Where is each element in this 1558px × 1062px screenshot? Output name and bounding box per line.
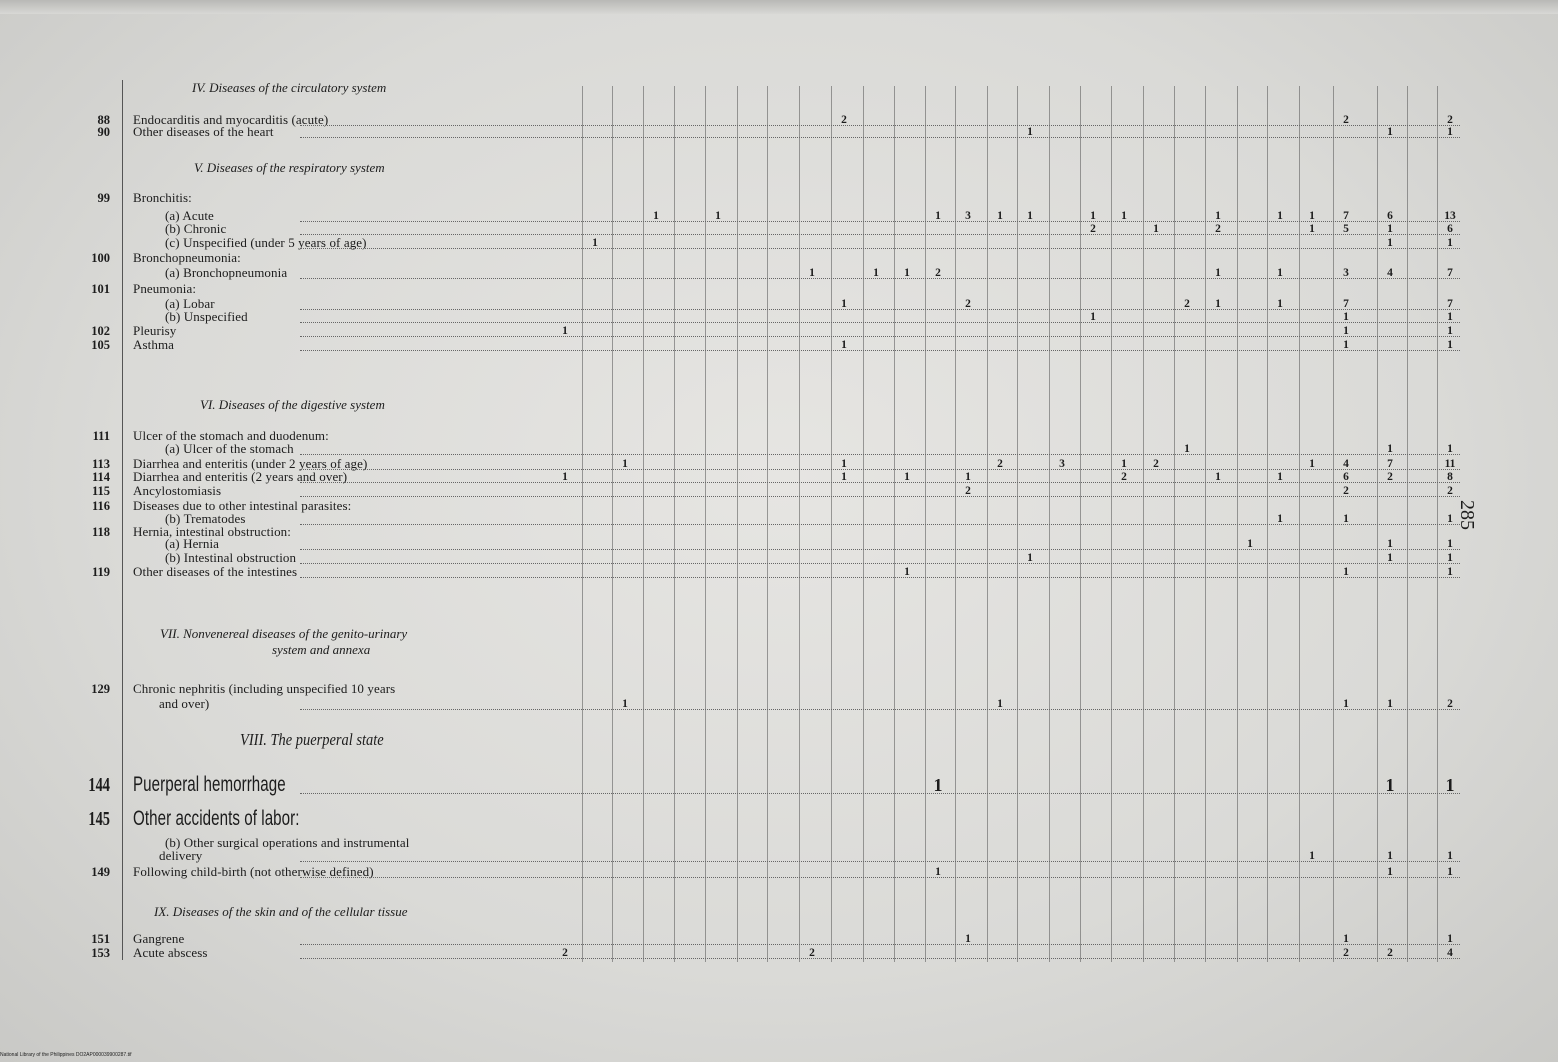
count-cell: 1 (1277, 513, 1283, 525)
leader-dots (300, 708, 1460, 710)
leader-dots (300, 943, 1460, 945)
row-label: (b) Unspecified (165, 309, 248, 324)
count-cell: 1 (622, 458, 628, 470)
leader-dots (300, 576, 1460, 578)
count-cell: 1 (1343, 513, 1349, 525)
leader-dots (300, 876, 1460, 878)
row-number: 129 (91, 682, 110, 696)
row-label: (b) Intestinal obstruction (165, 550, 297, 565)
row-label: (a) Acute (165, 208, 214, 223)
row-label: Diarrhea and enteritis (under 2 years of age) (133, 456, 368, 471)
count-cell: 1 (1184, 443, 1190, 455)
count-cell: 1 (935, 866, 941, 878)
count-cell: 1 (1343, 311, 1349, 323)
row-label: Ancylostomiasis (133, 483, 222, 498)
count-cell: 1 (873, 267, 879, 279)
count-cell: 1 (1387, 126, 1393, 138)
count-cell: 2 (1447, 485, 1453, 497)
count-cell: 3 (1059, 458, 1065, 470)
leader-dots (300, 321, 1460, 323)
count-cell: 1 (904, 471, 910, 483)
row-number: 102 (91, 324, 110, 338)
count-cell: 1 (1447, 443, 1453, 455)
count-cell: 1 (1447, 850, 1453, 862)
row-label: Other diseases of the intestines (133, 564, 298, 579)
count-cell: 1 (841, 471, 847, 483)
row-number: 90 (97, 125, 110, 139)
count-cell: 2 (1343, 114, 1349, 126)
leader-dots (300, 495, 1460, 497)
leader-dots (300, 957, 1460, 959)
row-number: 113 (91, 457, 110, 471)
count-cell: 2 (1387, 471, 1393, 483)
count-cell: 1 (562, 471, 568, 483)
count-cell: 1 (1387, 443, 1393, 455)
count-cell: 1 (1387, 850, 1393, 862)
count-cell: 1 (1387, 698, 1393, 710)
count-cell: 7 (1343, 298, 1349, 310)
count-cell: 2 (1153, 458, 1159, 470)
count-cell: 1 (904, 267, 910, 279)
leader-dots (300, 548, 1460, 550)
count-cell: 1 (1247, 538, 1253, 550)
count-cell: 2 (809, 947, 815, 959)
leader-dots (300, 247, 1460, 249)
leader-dots (300, 233, 1460, 235)
heading-skin: IX. Diseases of the skin and of the cellular tissue (154, 904, 408, 919)
count-cell: 2 (1215, 223, 1221, 235)
heading-circulatory: IV. Diseases of the circulatory system (192, 80, 387, 95)
count-cell: 2 (1121, 471, 1127, 483)
count-cell: 1 (1447, 552, 1453, 564)
count-cell: 1 (1215, 471, 1221, 483)
row-label: Bronchitis: (133, 190, 192, 205)
page-number: 285 (1456, 500, 1478, 530)
leader-dots (300, 453, 1460, 455)
count-cell: 1 (1387, 223, 1393, 235)
count-cell: 1 (1447, 513, 1453, 525)
row-label: Other diseases of the heart (133, 124, 274, 139)
count-cell: 3 (1343, 267, 1349, 279)
count-cell: 1 (1027, 126, 1033, 138)
count-cell: 2 (1343, 947, 1349, 959)
heading-respiratory: V. Diseases of the respiratory system (194, 160, 385, 175)
heading-digestive: VI. Diseases of the digestive system (200, 397, 385, 412)
count-cell: 1 (1153, 223, 1159, 235)
count-cell: 1 (622, 698, 628, 710)
count-cell: 2 (1447, 698, 1453, 710)
count-cell: 1 (1387, 866, 1393, 878)
leader-dots (300, 860, 1460, 862)
row-number: 145 (88, 808, 110, 830)
count-cell: 1 (1309, 223, 1315, 235)
count-cell: 1 (1387, 237, 1393, 249)
row-number: 111 (92, 429, 110, 443)
row-label: Acute abscess (133, 945, 208, 960)
label-column-rule (122, 80, 123, 960)
count-cell: 1 (1447, 566, 1453, 578)
count-cell: 1 (997, 210, 1003, 222)
count-cell: 1 (1445, 775, 1455, 795)
count-cell: 2 (997, 458, 1003, 470)
count-cell: 13 (1444, 210, 1456, 222)
count-cell: 1 (1343, 566, 1349, 578)
row-label: (c) Unspecified (under 5 years of age) (165, 235, 367, 250)
leader-dots (300, 335, 1460, 337)
heading-genito-urinary-1: VII. Nonvenereal diseases of the genito-urinary (160, 626, 408, 641)
row-label: Ulcer of the stomach and duodenum: (133, 428, 329, 443)
count-cell: 1 (1090, 210, 1096, 222)
count-cell: 1 (841, 458, 847, 470)
row-label: Pleurisy (133, 323, 177, 338)
count-cell: 3 (965, 210, 971, 222)
row-label: Diseases due to other intestinal parasites: (133, 498, 352, 513)
count-cell: 1 (1277, 210, 1283, 222)
leader-dots (300, 562, 1460, 564)
row-label: delivery (159, 848, 203, 863)
count-cell: 11 (1444, 458, 1456, 470)
count-cell: 2 (562, 947, 568, 959)
count-cell: 1 (997, 698, 1003, 710)
count-cell: 7 (1447, 267, 1453, 279)
count-cell: 1 (1277, 267, 1283, 279)
row-label: (a) Lobar (165, 296, 215, 311)
count-cell: 4 (1447, 947, 1453, 959)
count-cell: 2 (1447, 114, 1453, 126)
row-label: Other accidents of labor: (133, 807, 300, 830)
count-cell: 1 (1387, 538, 1393, 550)
count-cell: 1 (809, 267, 815, 279)
count-cell: 1 (1447, 237, 1453, 249)
row-number: 100 (91, 251, 110, 265)
count-cell: 8 (1447, 471, 1453, 483)
count-cell: 1 (1447, 325, 1453, 337)
count-cell: 1 (965, 933, 971, 945)
count-cell: 1 (933, 775, 943, 795)
count-cell: 1 (1277, 298, 1283, 310)
count-cell: 1 (841, 339, 847, 351)
count-cell: 5 (1343, 223, 1349, 235)
count-cell: 1 (1447, 538, 1453, 550)
count-cell: 1 (562, 325, 568, 337)
count-cell: 1 (1277, 471, 1283, 483)
count-cell: 1 (841, 298, 847, 310)
row-label: Asthma (133, 337, 175, 352)
count-cell: 1 (1309, 458, 1315, 470)
count-cell: 1 (1121, 458, 1127, 470)
count-cell: 1 (935, 210, 941, 222)
count-cell: 1 (1121, 210, 1127, 222)
leader-dots (300, 792, 1460, 794)
heading-puerperal: VIII. The puerperal state (240, 730, 384, 749)
count-cell: 1 (1215, 267, 1221, 279)
row-number: 116 (91, 499, 110, 513)
count-cell: 4 (1387, 267, 1393, 279)
count-cell: 1 (1215, 298, 1221, 310)
count-cell: 1 (715, 210, 721, 222)
leader-dots (300, 136, 1460, 138)
count-cell: 2 (965, 485, 971, 497)
row-label: (b) Trematodes (165, 511, 246, 526)
count-cell: 1 (1215, 210, 1221, 222)
row-label: Endocarditis and myocarditis (acute) (133, 112, 329, 127)
row-label: (a) Ulcer of the stomach (165, 441, 294, 456)
count-cell: 6 (1343, 471, 1349, 483)
row-label: (b) Other surgical operations and instrumental (165, 835, 410, 850)
row-number: 99 (97, 191, 110, 205)
count-cell: 1 (1447, 311, 1453, 323)
leader-dots (300, 349, 1460, 351)
row-label: Gangrene (133, 931, 185, 946)
row-number: 149 (91, 865, 110, 879)
count-cell: 4 (1343, 458, 1349, 470)
count-cell: 2 (841, 114, 847, 126)
row-label: and over) (159, 696, 210, 711)
count-cell: 6 (1447, 223, 1453, 235)
count-cell: 7 (1387, 458, 1393, 470)
row-number: 119 (91, 565, 110, 579)
count-cell: 2 (1387, 947, 1393, 959)
row-label: (a) Bronchopneumonia (165, 265, 288, 280)
row-number: 118 (91, 525, 110, 539)
count-cell: 1 (1385, 775, 1395, 795)
count-cell: 1 (1343, 339, 1349, 351)
count-cell: 2 (935, 267, 941, 279)
count-cell: 1 (965, 471, 971, 483)
row-number: 115 (91, 484, 110, 498)
count-cell: 7 (1447, 298, 1453, 310)
row-number: 153 (91, 946, 110, 960)
heading-genito-urinary-2: system and annexa (272, 642, 371, 657)
count-cell: 2 (1343, 485, 1349, 497)
row-label: Hernia, intestinal obstruction: (133, 524, 291, 539)
count-cell: 1 (1027, 552, 1033, 564)
row-label: Pneumonia: (133, 281, 197, 296)
row-label: Bronchopneumonia: (133, 250, 241, 265)
count-cell: 1 (904, 566, 910, 578)
count-cell: 1 (1447, 933, 1453, 945)
count-cell: 1 (1309, 850, 1315, 862)
count-cell: 6 (1387, 210, 1393, 222)
row-label: Diarrhea and enteritis (2 years and over) (133, 469, 348, 484)
count-cell: 2 (1090, 223, 1096, 235)
row-number: 105 (91, 338, 110, 352)
count-cell: 2 (965, 298, 971, 310)
scan-edge (0, 0, 1558, 14)
count-cell: 1 (1447, 339, 1453, 351)
count-cell: 7 (1343, 210, 1349, 222)
count-cell: 2 (1184, 298, 1190, 310)
row-number: 114 (91, 470, 110, 484)
leader-dots (300, 124, 1460, 126)
row-number: 144 (88, 774, 110, 796)
row-label: (b) Chronic (165, 221, 227, 236)
count-cell: 1 (592, 237, 598, 249)
row-label: Following child-birth (not otherwise defined) (133, 864, 374, 879)
count-cell: 1 (1090, 311, 1096, 323)
row-number: 88 (97, 113, 110, 127)
row-label: Puerperal hemorrhage (133, 773, 286, 796)
count-cell: 1 (653, 210, 659, 222)
count-cell: 1 (1309, 210, 1315, 222)
count-cell: 1 (1027, 210, 1033, 222)
count-cell: 1 (1343, 698, 1349, 710)
count-cell: 1 (1447, 866, 1453, 878)
count-cell: 1 (1343, 933, 1349, 945)
row-label: (a) Hernia (165, 536, 220, 551)
row-number: 151 (91, 932, 110, 946)
count-cell: 1 (1387, 552, 1393, 564)
count-cell: 1 (1343, 325, 1349, 337)
row-label: Chronic nephritis (including unspecified 10 years (133, 681, 396, 696)
row-number: 101 (91, 282, 110, 296)
count-cell: 1 (1447, 126, 1453, 138)
scan-footer: National Library of the Philippines DO2AP000039900287.tif (0, 1052, 132, 1058)
